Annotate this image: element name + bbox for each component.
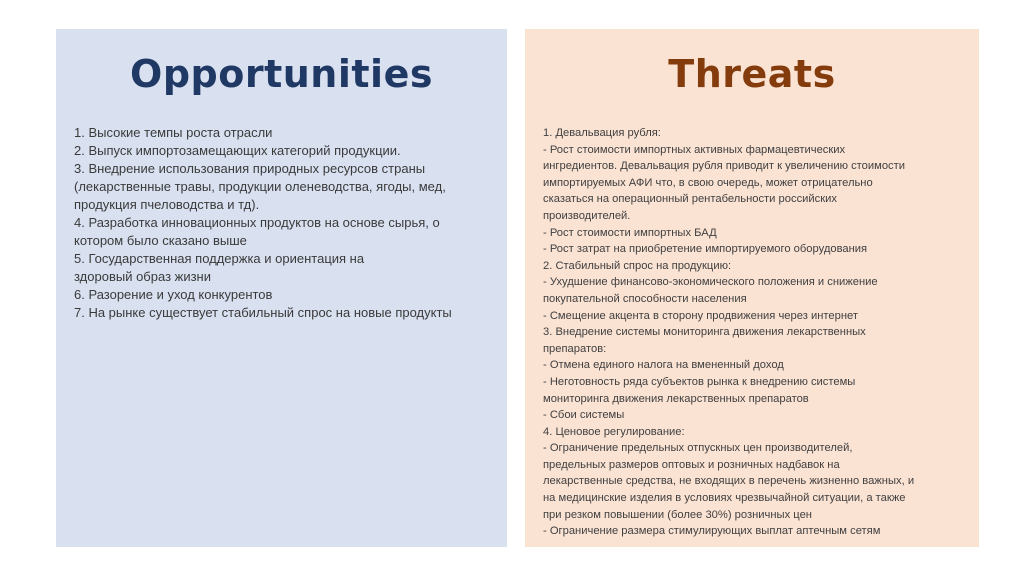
opportunity-item: 3. Внедрение использования природных ресурсов страны (лекарственные травы, продукции оленеводства, ягоды, мед, продукция пчеловодства и тд). [74, 161, 446, 212]
opportunities-panel [56, 29, 507, 547]
threat-item: - Ограничение размера стимулирующих выплат аптечным сетям [543, 525, 881, 538]
threat-item: - Рост стоимости импортных активных фармацевтических ингредиентов. Девальвация рубля приводит к увеличению стоимости импортируемых АФИ что, в свою очередь, может отрицательно сказаться на операционный рентабельности российских производителей. [543, 143, 906, 222]
opportunity-item: 7. На рынке существует стабильный спрос на новые продукты [74, 305, 452, 320]
opportunity-item: 2. Выпуск импортозамещающих категорий продукции. [74, 143, 401, 158]
threat-heading: 4. Ценовое регулирование: [543, 425, 685, 438]
opportunity-item: 5. Государственная поддержка и ориентация на здоровый образ жизни [74, 251, 365, 284]
threats-panel [525, 29, 979, 547]
threats-title: Threats [668, 52, 836, 96]
opportunity-item: 6. Разорение и уход конкурентов [74, 287, 273, 302]
threat-item: - Сбои системы [543, 409, 625, 422]
threat-item: - Рост стоимости импортных БАД [543, 226, 717, 239]
opportunity-item: 4. Разработка инновационных продуктов на основе сырья, о котором было сказано выше [74, 215, 440, 248]
threat-heading: 2. Стабильный спрос на продукцию: [543, 259, 732, 272]
threat-heading: 1. Девальвация рубля: [543, 127, 661, 139]
threat-heading: 3. Внедрение системы мониторинга движения лекарственных препаратов: [543, 326, 866, 355]
opportunities-title: Opportunities [130, 52, 433, 96]
threat-item: - Смещение акцента в сторону продвижения через интернет [543, 309, 858, 322]
opportunity-item: 1. Высокие темпы роста отрасли [74, 125, 273, 140]
threat-item: - Ухудшение финансово-экономического положения и снижение покупательной способности населения [543, 276, 878, 305]
opportunities-list [74, 124, 494, 322]
threat-item: - Рост затрат на приобретение импортируемого оборудования [543, 243, 868, 256]
threat-item: - Неготовность ряда субъектов рынка к внедрению системы мониторинга движения лекарственных препаратов [543, 375, 856, 405]
threats-list [543, 125, 973, 540]
threat-item: - Ограничение предельных отпускных цен производителей, предельных размеров оптовых и розничных надбавок на лекарственные средства, не входящих в перечень жизненно важных, и на медицинские изделия в условиях чрезвычайной ситуации, а также при резком повышении (более 30%) розничных цен [543, 442, 915, 521]
threat-item: - Отмена единого налога на вмененный доход [543, 359, 784, 372]
